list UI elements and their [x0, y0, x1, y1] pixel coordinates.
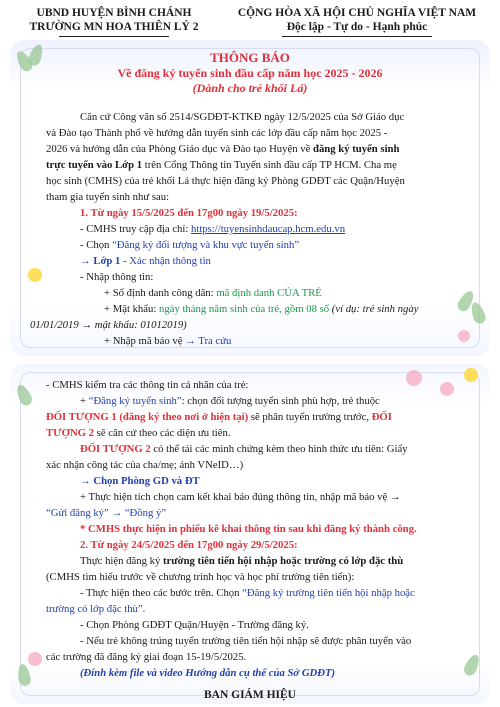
attachment-note: (Đính kèm file và video Hướng dẫn cụ thể của Sở GDĐT) [80, 667, 336, 679]
notice-audience: (Dành cho trẻ khối Lá) [192, 81, 308, 95]
group-2-label: TƯỢNG 2 [46, 427, 94, 439]
body-text: : chọn đối tượng tuyển sinh phù hợp, trẻ thuộc [181, 395, 380, 407]
body-text: Thực hiện đăng ký [80, 555, 161, 567]
flower-decoration [464, 368, 478, 382]
flower-decoration [458, 330, 470, 342]
country-name: CỘNG HÒA XÃ HỘI CHỦ NGHĨA VIỆT NAM [237, 7, 477, 19]
body-line: xác nhận công tác của cha/mẹ; ảnh VNeID…) [46, 459, 244, 471]
flower-decoration [28, 652, 42, 666]
step-1-input: - Nhập thông tin: [80, 271, 154, 283]
print-note: * CMHS thực hiện in phiếu kê khai thông tin sau khi đăng ký thành công. [80, 523, 417, 535]
group-2-line [46, 426, 231, 442]
body-bold: trực tuyến vào Lớp 1 [46, 159, 143, 171]
password-value: ngày tháng năm sinh của trẻ, gồm 08 số [159, 303, 330, 315]
body-line: tham gia tuyển sinh như sau: [46, 191, 170, 203]
arrow: → [111, 507, 123, 519]
body-text: sẽ phân tuyến trường trước, [250, 411, 370, 423]
flower-decoration [28, 268, 42, 282]
body-text: trên Cổng Thông tin Tuyển sinh đầu cấp TP HCM. Cha mẹ [144, 159, 397, 171]
id-value: mã định danh CỦA TRẺ [216, 287, 322, 299]
group-1-label: ĐỐI TƯỢNG 1 (đăng ký theo nơi ở hiện tại) [46, 411, 249, 423]
step-1-choose [80, 238, 299, 254]
choose-department: → Chọn Phòng GD và ĐT [80, 475, 200, 487]
body-text: + Số định danh công dân: [104, 287, 214, 299]
step-2-fallback: - Nếu trẻ không trúng tuyển trường tiên tiến hội nhập sẽ được phân tuyến vào [80, 635, 412, 647]
group-2-label: ĐỐI TƯỢNG 2 [80, 443, 151, 455]
body-text: 2026 và hướng dẫn của Phòng Giáo dục và Đào tạo Huyện về [46, 143, 311, 155]
body-bold: trường tiên tiến hội nhập hoặc trường có lớp đặc thù [162, 555, 404, 567]
password-example: (ví dụ: trẻ sinh ngày [331, 303, 419, 315]
header-left [14, 6, 214, 37]
body-text: có thể tải các minh chứng kèm theo hình thức ưu tiên: Giấy [153, 443, 408, 455]
motto: Độc lập - Tự do - Hạnh phúc [286, 21, 428, 33]
step-2-heading: 2. Từ ngày 24/5/2025 đến 17g00 ngày 29/5/2025: [80, 539, 298, 551]
grade-option: → Lớp 1 [80, 255, 121, 267]
step-2-choose [80, 586, 415, 602]
lookup-action: → Tra cứu [185, 335, 232, 347]
flower-decoration [406, 370, 422, 386]
step-2-fallback-cont: các trường đã đăng ký giai đoạn 15-19/5/2025. [46, 651, 247, 663]
agree-option: “Đồng ý” [124, 507, 167, 519]
confirm-info: - Xác nhận thông tin [123, 255, 211, 267]
body-text: + Mật khẩu: [104, 303, 157, 315]
body-text: - Thực hiện theo các bước trên. Chọn [80, 587, 240, 599]
menu-option: “Đăng ký đối tượng và khu vực tuyển sinh” [112, 239, 300, 251]
flower-decoration [440, 382, 454, 396]
step-2-department: - Chọn Phòng GDĐT Quận/Huyện - Trường đăng ký. [80, 619, 309, 631]
step-1-access [80, 222, 345, 238]
advanced-school-option: “Đăng ký trường tiên tiến hội nhập hoặc [242, 587, 415, 599]
admissions-portal-link[interactable]: https://tuyensinhdaucap.hcm.edu.vn [191, 223, 346, 235]
notice-title: THÔNG BÁO [210, 50, 290, 65]
body-bold: đăng ký tuyển sinh [313, 143, 400, 155]
step-1-grade [80, 254, 211, 270]
submit-option: “Gửi đăng ký” [46, 507, 109, 519]
body-text: sẽ căn cứ theo các diện ưu tiên. [96, 427, 231, 439]
body-text: + Nhập mã bảo vệ [104, 335, 183, 347]
check-info: - CMHS kiểm tra các thông tin cá nhân của trẻ: [46, 379, 249, 391]
body-line [46, 158, 397, 174]
signature-board: BAN GIÁM HIỆU [203, 689, 296, 701]
body-text: - CMHS truy cập địa chỉ: [80, 223, 189, 235]
body-text: + [80, 395, 87, 407]
body-line [46, 142, 399, 158]
header-right [222, 6, 492, 37]
header-right-underline [282, 36, 432, 37]
group-1-line [46, 410, 392, 426]
register-line [80, 394, 380, 410]
body-line: và Đào tạo Thành phố về hướng dẫn tuyển sinh các lớp đầu cấp năm học 2025 - [46, 127, 388, 139]
body-text: - Chọn [80, 239, 110, 251]
step-1-password [104, 302, 418, 318]
register-option: “Đăng ký tuyển sinh” [88, 395, 182, 407]
advanced-school-option-cont: trường có lớp đặc thù”. [46, 603, 146, 615]
step-1-heading: 1. Từ ngày 15/5/2025 đến 17g00 ngày 19/5/2025: [80, 207, 298, 219]
school-name: TRƯỜNG MN HOA THIÊN LÝ 2 [29, 21, 199, 33]
body-line: học sinh (CMHS) của trẻ khối Lá thực hiện đăng ký Phòng GDĐT các Quận/Huyện [46, 175, 405, 187]
header-left-underline [59, 36, 169, 37]
notice-subtitle: Về đăng ký tuyển sinh đầu cấp năm học 2025 - 2026 [117, 66, 383, 80]
group-2-docs [80, 442, 408, 458]
body-line: Căn cứ Công văn số 2514/SGDĐT-KTKĐ ngày 12/5/2025 của Sở Giáo dục [80, 111, 405, 123]
step-1-password-example: 01/01/2019 → mật khẩu: 01012019) [30, 319, 187, 331]
district-name: UBND HUYỆN BÌNH CHÁNH [36, 7, 192, 19]
document-header [0, 0, 500, 44]
body-line: (CMHS tìm hiểu trước về chương trình học và học phí trường tiên tiến): [46, 571, 355, 583]
step-1-id [104, 286, 322, 302]
commit-line: + Thực hiện tích chọn cam kết khai báo đúng thông tin, nhập mã bảo vệ → [80, 491, 401, 503]
submit-line [46, 506, 166, 522]
group-2-label: ĐỐI [371, 411, 392, 423]
step-2-intro [80, 554, 403, 570]
step-1-captcha [104, 334, 231, 350]
